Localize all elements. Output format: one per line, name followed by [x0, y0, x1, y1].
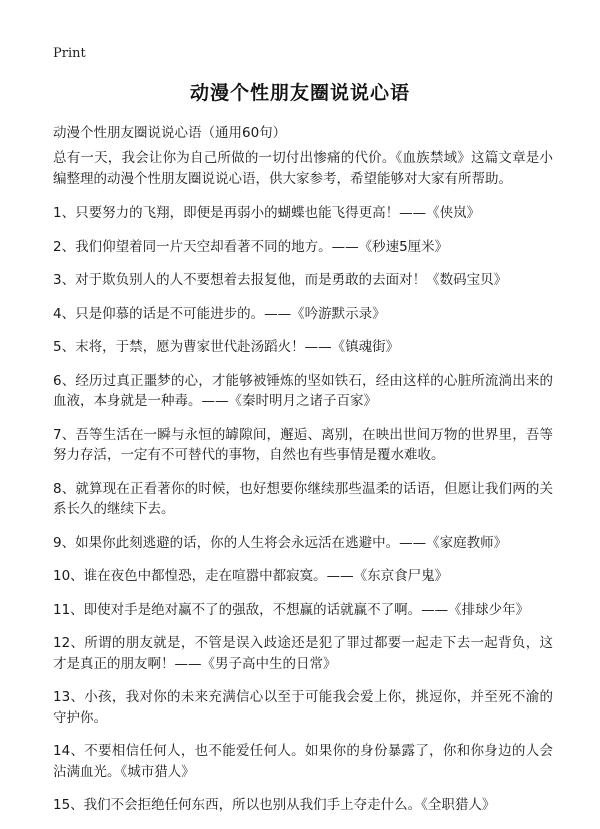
- quote-item-9: 9、如果你此刻逃避的话，你的人生将会永远活在逃避中。——《家庭教师》: [53, 534, 508, 551]
- quote-item-8: 8、就算现在正看著你的时候，也好想要你继续那些温柔的话语，但愿让我们两的关系长久的继续下去。: [53, 480, 553, 517]
- quote-item-6: 6、经历过真正噩梦的心，才能够被锤炼的坚如铁石，经由这样的心脏所流淌出来的血液，本身就是一种毒。——《秦时明月之诸子百家》: [53, 372, 553, 409]
- quote-item-14: 14、不要相信任何人，也不能爱任何人。如果你的身份暴露了，你和你身边的人会沾满血光。《城市猎人》: [53, 743, 553, 780]
- quote-item-3: 3、对于欺负别人的人不要想着去报复他，而是勇敢的去面对！《数码宝贝》: [53, 272, 508, 288]
- quote-item-15: 15、我们不会拒绝任何东西，所以也别从我们手上夺走什么。《全职猎人》: [53, 797, 496, 813]
- page-title: 动漫个性朋友圈说说心语: [189, 82, 410, 104]
- article-subtitle: 动漫个性朋友圈说说心语（通用60句）: [53, 125, 287, 141]
- quote-item-4: 4、只是仰慕的话是不可能进步的。——《吟游默示录》: [53, 305, 386, 322]
- article-body: [53, 148, 553, 829]
- quote-item-5: 5、末将，于禁，愿为曹家世代赴汤蹈火！——《镇魂街》: [53, 339, 400, 355]
- quote-item-13: 13、小孩，我对你的未来充满信心以至于可能我会爱上你，挑逗你，并至死不渝的守护你。: [53, 689, 553, 726]
- quote-item-1: 1、只要努力的飞翔，即便是再弱小的蝴蝶也能飞得更高！——《侠岚》: [53, 205, 481, 221]
- quote-item-2: 2、我们仰望着同一片天空却看著不同的地方。——《秒速5厘米》: [53, 238, 449, 255]
- quote-item-7: 7、吾等生活在一瞬与永恒的罅隙间，邂逅、离别，在映出世间万物的世界里，吾等努力存活，一定有不可替代的事物，自然也有些事情是覆水难收。: [53, 426, 553, 463]
- intro-paragraph: 总有一天，我会让你为自己所做的一切付出惨痛的代价。《血族禁域》这篇文章是小编整理的动漫个性朋友圈说说心语，供大家参考，希望能够对大家有所帮助。: [53, 150, 553, 187]
- print-link[interactable]: Print: [53, 46, 86, 61]
- quote-item-12: 12、所谓的朋友就是，不管是误入歧途还是犯了罪过都要一起走下去一起背负，这才是真正的朋友啊！——《男子高中生的日常》: [53, 635, 553, 672]
- quote-item-10: 10、谁在夜色中都惶恐，走在喧嚣中都寂寞。——《东京食尸鬼》: [53, 568, 449, 584]
- quote-item-11: 11、即使对手是绝对赢不了的强敌，不想赢的话就赢不了啊。——《排球少年》: [53, 601, 530, 618]
